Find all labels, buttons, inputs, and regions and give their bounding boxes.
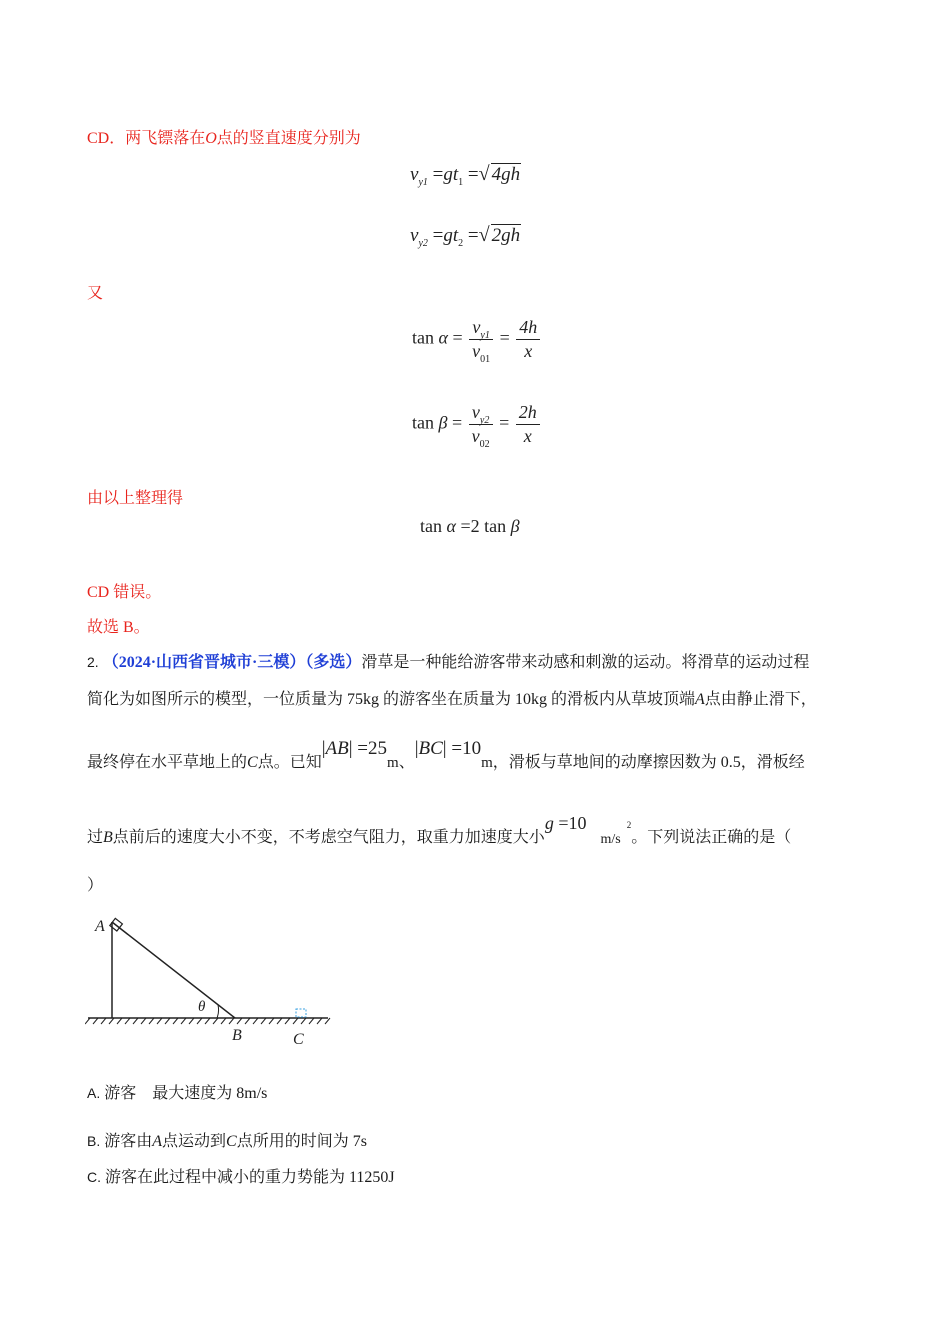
q2-number: 2. [87,654,99,670]
equation-vy2: $v_{y2} =gt_2$ =√ 2gh [410,224,521,249]
q2-line4: 过B点前后的速度大小不变，不考虑空气阻力，取重力加速度大小g =10m/s2。下列说法正确的是（ [87,813,792,847]
point-o: O [205,130,217,147]
eq4-frac-v: $\frac{v_{y2}}{v_{02}}$ [469,402,493,447]
equation-tan-beta: tan β = $\frac{v_{y2}}{v_{02}}$ = $\frac{2h}{x}$ [412,402,542,447]
q2-type: （多选） [305,654,362,671]
theta-arc [217,1005,219,1018]
eq1-gt: gt [443,164,459,185]
option-b-letter: B. [87,1133,101,1149]
option-c-letter: C. [87,1169,101,1185]
option-c[interactable]: C. 游客在此过程中减小的重力势能为 11250J [87,1169,395,1186]
option-a[interactable]: A. 游客 最大速度为 8m/s [87,1085,268,1102]
slope-figure [85,910,335,1050]
q2-line5: ） [87,877,104,894]
eq1-radicand: 4gh [491,164,521,185]
eq2-radicand: 2gh [491,225,521,246]
text-you: 又 [87,285,104,302]
label-a: A [95,918,105,935]
eq3-alpha: α [438,327,448,348]
equation-vy1: $v_{y1} =gt_1$ =√ 4gh [410,163,521,188]
eq3-frac-v: $\frac{v_{y1}}{v_{01}}$ [469,317,493,362]
slope-line [112,922,235,1018]
equation-tan-alpha: tan α = $\frac{v_{y1}}{v_{01}}$ = $\frac{4h}{x}$ [412,317,542,362]
answer-text: 故选 B。 [87,619,150,636]
label-c: C [293,1031,304,1048]
eq3-tan: tan [412,327,434,348]
eq4-frac-h: $\frac{2h}{x}$ [516,402,540,447]
eq2-gt: gt [443,225,459,246]
sled-at-c [296,1009,306,1017]
q2-line3: 最终停在水平草地上的C点。已知|AB| =25m、|BC| =10m，滑板与草地间的动摩擦因数为 0.5，滑板经 [87,738,805,771]
q2-source: （2024·山西省晋城市·三模） [102,654,306,671]
q2-line2: 简化为如图所示的模型，一位质量为 75kg 的游客坐在质量为 10kg 的滑板内从草坡顶端A点由静止滑下， [87,691,817,708]
q2-line1-text: 滑草是一种能给游客带来动感和刺激的运动。将滑草的运动过程 [361,654,810,671]
cd-intro-line [87,128,361,150]
eq4-beta: β [438,412,448,433]
q2-line1 [87,651,809,674]
equation-result: tan α =2 tan β [420,516,520,536]
cd-intro-rest: 点的竖直速度分别为 [216,130,361,147]
eq1-v: v [410,164,419,185]
cd-intro-label: CD．两飞镖落在 [87,130,206,147]
eq4-tan: tan [412,412,434,433]
eq3-frac-h: $\frac{4h}{x}$ [516,317,540,362]
eq2-sub: y2 [418,238,428,249]
option-a-letter: A. [87,1085,101,1101]
eq1-sub: y1 [418,177,428,188]
option-b[interactable]: B. 游客由A点运动到C点所用的时间为 7s [87,1133,367,1150]
eq1-t-sub: 1 [458,177,464,188]
label-theta: θ [198,999,206,1015]
eq2-v: v [410,225,419,246]
cd-wrong-text: CD 错误。 [87,584,162,601]
ground-hatch [85,1018,330,1024]
summary-text: 由以上整理得 [87,490,184,507]
label-b: B [232,1027,242,1044]
eq2-t-sub: 2 [458,238,464,249]
